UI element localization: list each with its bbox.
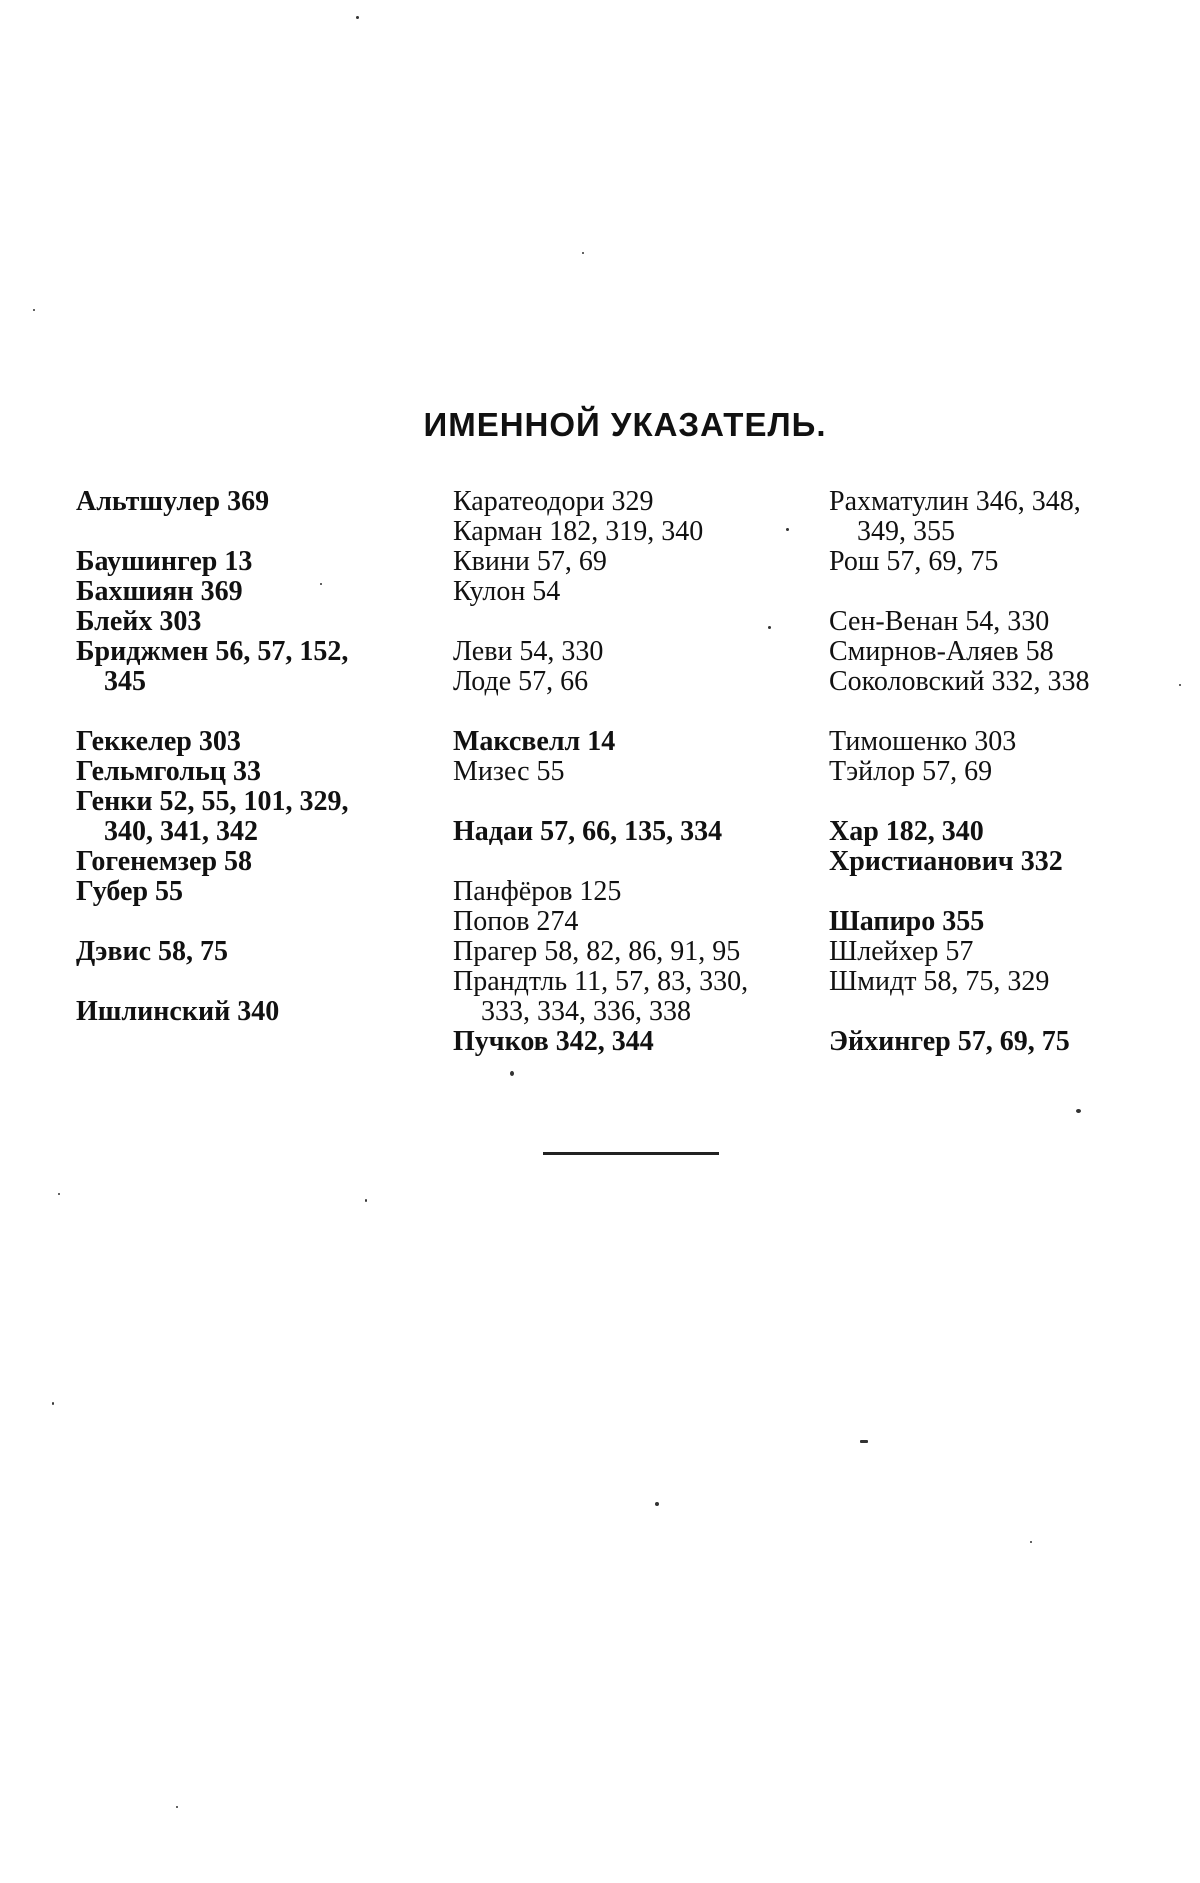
index-entry-text: Бахшиян 369 — [76, 576, 243, 607]
entry-gap — [829, 787, 1189, 817]
index-entry-text: Рахматулин 346, 348, — [829, 486, 1081, 517]
index-entry — [829, 907, 1189, 937]
scan-speck — [356, 16, 359, 19]
index-entry-text: Дэвис 58, 75 — [76, 936, 229, 967]
entry-gap — [829, 997, 1189, 1027]
index-entry — [829, 667, 1189, 697]
index-entry-text: Максвелл 14 — [453, 726, 616, 757]
entry-gap — [453, 607, 808, 637]
scan-speck — [365, 1199, 367, 1202]
index-entry-text: Каратеодори 329 — [453, 486, 654, 517]
index-entry-text: Квини 57, 69 — [453, 546, 607, 577]
index-entry-text: Бриджмен 56, 57, 152, — [76, 636, 349, 667]
index-entry — [76, 637, 432, 697]
index-entry-text: Карман 182, 319, 340 — [453, 516, 704, 547]
index-entry — [453, 547, 808, 577]
index-entry — [829, 637, 1189, 667]
scan-speck — [176, 1806, 178, 1808]
scan-speck — [320, 583, 322, 585]
index-entry — [829, 937, 1189, 967]
index-entry — [76, 937, 432, 967]
index-entry — [76, 577, 432, 607]
index-entry-text: Хар 182, 340 — [829, 816, 984, 847]
index-entry-text: Баушингер 13 — [76, 546, 253, 577]
entry-gap — [453, 697, 808, 727]
entry-gap — [829, 577, 1189, 607]
index-entry — [453, 727, 808, 757]
scan-speck — [786, 528, 789, 531]
entry-gap — [76, 517, 432, 547]
index-entry-text: Смирнов-Аляев 58 — [829, 636, 1054, 667]
index-entry — [453, 877, 808, 907]
index-entry — [76, 547, 432, 577]
index-entry-text: Надаи 57, 66, 135, 334 — [453, 816, 723, 847]
index-entry-text: Геккелер 303 — [76, 726, 241, 757]
scan-speck — [510, 1071, 514, 1076]
index-entry — [453, 487, 808, 517]
index-entry — [453, 757, 808, 787]
index-entry-text: Рош 57, 69, 75 — [829, 546, 999, 577]
index-entry — [829, 817, 1189, 847]
index-entry — [76, 757, 432, 787]
index-entry — [453, 667, 808, 697]
index-entry-text: Сен-Венан 54, 330 — [829, 606, 1050, 637]
index-entry-continuation: 340, 341, 342 — [104, 816, 258, 847]
index-entry — [829, 757, 1189, 787]
index-entry-continuation: 349, 355 — [857, 516, 955, 547]
index-entry-text: Кулон 54 — [453, 576, 561, 607]
index-entry-text: Лоде 57, 66 — [453, 666, 589, 697]
entry-gap — [829, 877, 1189, 907]
index-entry — [829, 547, 1189, 577]
entry-gap — [76, 907, 432, 937]
scan-speck — [1179, 684, 1181, 686]
entry-gap — [453, 787, 808, 817]
index-entry — [76, 487, 432, 517]
index-entry-text: Эйхингер 57, 69, 75 — [829, 1026, 1070, 1057]
index-entry-text: Тимошенко 303 — [829, 726, 1017, 757]
page-title: ИМЕННОЙ УКАЗАТЕЛЬ. — [423, 406, 827, 443]
index-entry — [76, 727, 432, 757]
index-column-right — [829, 487, 1189, 1057]
index-entry — [829, 487, 1189, 547]
index-entry — [76, 787, 432, 847]
index-entry — [453, 907, 808, 937]
index-entry — [76, 847, 432, 877]
scan-speck — [1030, 1541, 1032, 1543]
index-entry-continuation: 333, 334, 336, 338 — [481, 996, 691, 1027]
index-entry-text: Прагер 58, 82, 86, 91, 95 — [453, 936, 741, 967]
index-entry — [829, 967, 1189, 997]
index-entry — [453, 937, 808, 967]
entry-gap — [76, 967, 432, 997]
index-entry — [453, 1027, 808, 1057]
scan-speck — [582, 252, 584, 254]
index-entry-text: Шапиро 355 — [829, 906, 985, 937]
index-entry — [453, 517, 808, 547]
index-entry-text: Ишлинский 340 — [76, 996, 280, 1027]
index-entry — [829, 847, 1189, 877]
scan-speck — [768, 626, 771, 629]
index-entry-text: Генки 52, 55, 101, 329, — [76, 786, 349, 817]
index-entry — [76, 607, 432, 637]
scan-speck — [52, 1402, 54, 1405]
entry-gap — [453, 847, 808, 877]
index-entry — [829, 1027, 1189, 1057]
index-entry-text: Мизес 55 — [453, 756, 565, 787]
index-entry-text: Шлейхер 57 — [829, 936, 974, 967]
index-entry-continuation: 345 — [104, 666, 146, 697]
index-column-middle — [453, 487, 808, 1057]
index-entry — [453, 967, 808, 1027]
index-entry-text: Гогенемзер 58 — [76, 846, 253, 877]
entry-gap — [829, 697, 1189, 727]
index-entry — [76, 997, 432, 1027]
index-entry-text: Христианович 332 — [829, 846, 1063, 877]
end-rule-divider — [543, 1152, 719, 1155]
index-entry — [453, 637, 808, 667]
index-entry-text: Шмидт 58, 75, 329 — [829, 966, 1050, 997]
scan-speck — [58, 1193, 60, 1195]
index-entry — [453, 817, 808, 847]
scan-speck — [860, 1440, 868, 1443]
index-entry-text: Пучков 342, 344 — [453, 1026, 654, 1057]
entry-gap — [76, 697, 432, 727]
index-entry — [829, 607, 1189, 637]
scan-speck — [33, 309, 35, 311]
index-entry-text: Леви 54, 330 — [453, 636, 604, 667]
index-entry-text: Панфёров 125 — [453, 876, 622, 907]
scan-speck — [655, 1502, 659, 1506]
index-entry-text: Губер 55 — [76, 876, 184, 907]
index-entry-text: Прандтль 11, 57, 83, 330, — [453, 966, 749, 997]
scan-speck — [1076, 1109, 1081, 1113]
index-entry-text: Соколовский 332, 338 — [829, 666, 1090, 697]
index-entry — [76, 877, 432, 907]
index-column-left — [76, 487, 432, 1027]
index-entry-text: Попов 274 — [453, 906, 579, 937]
index-entry-text: Альтшулер 369 — [76, 486, 270, 517]
index-entry-text: Гельмгольц 33 — [76, 756, 261, 787]
index-entry — [829, 727, 1189, 757]
index-entry-text: Блейх 303 — [76, 606, 202, 637]
index-entry-text: Тэйлор 57, 69 — [829, 756, 993, 787]
index-entry — [453, 577, 808, 607]
